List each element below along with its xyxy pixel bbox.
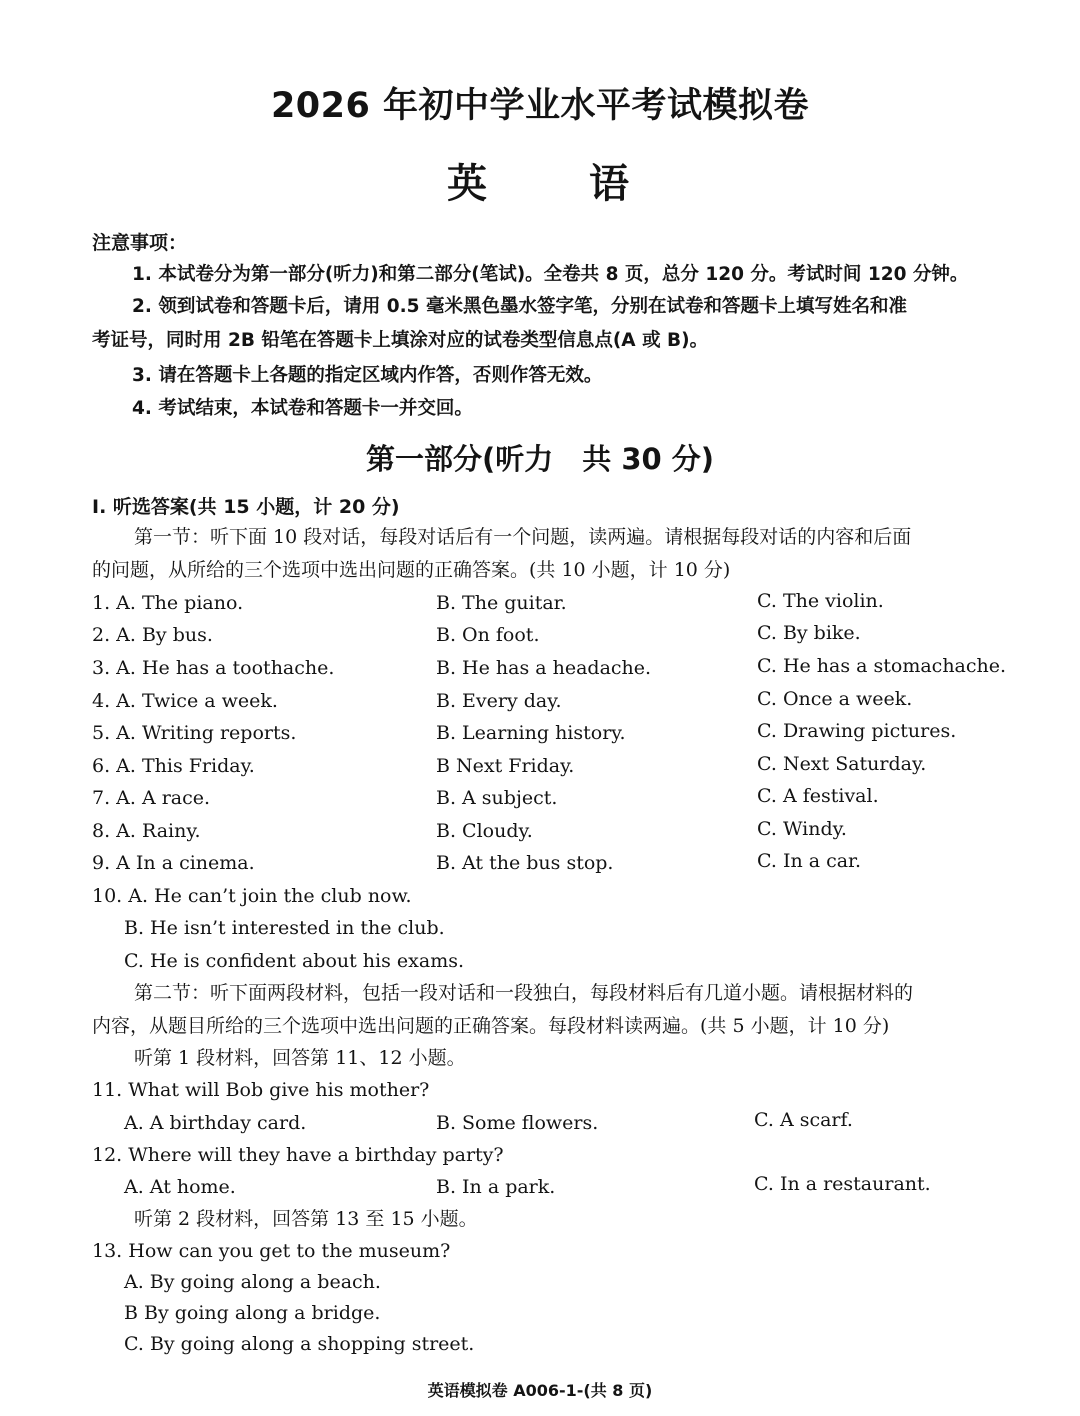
- q9-option-a: 9. A In a cinema.: [92, 852, 255, 874]
- subject-title: 英 语: [447, 161, 673, 207]
- q13-option-b: B By going along a bridge.: [124, 1302, 381, 1324]
- q13-option-c: C. By going along a shopping street.: [124, 1333, 475, 1355]
- q1-option-b: B. The guitar.: [436, 592, 567, 614]
- notice-item-2-line-2: 考证号，同时用 2B 铅笔在答题卡上填涂对应的试卷类型信息点(A 或 B)。: [92, 330, 709, 351]
- q13-stem: 13. How can you get to the museum?: [92, 1240, 451, 1262]
- q3-option-a: 3. A. He has a toothache.: [92, 657, 335, 679]
- q11-option-c: C. A scarf.: [754, 1109, 853, 1131]
- q8-option-a: 8. A. Rainy.: [92, 820, 201, 842]
- q3-option-b: B. He has a headache.: [436, 657, 652, 679]
- subsection-one-line-2: 的问题，从所给的三个选项中选出问题的正确答案。(共 10 小题，计 10 分): [92, 559, 731, 581]
- notice-item-1: 1. 本试卷分为第一部分(听力)和第二部分(笔试)。全卷共 8 页，总分 120 分。考试时间 120 分钟。: [132, 264, 969, 285]
- q6-option-a: 6. A. This Friday.: [92, 755, 255, 777]
- q10-option-a: 10. A. He can’t join the club now.: [92, 885, 412, 907]
- material-one-instruction: 听第 1 段材料，回答第 11、12 小题。: [134, 1047, 466, 1069]
- q2-option-c: C. By bike.: [757, 622, 861, 644]
- subsection-one-line-1: 第一节：听下面 10 段对话，每段对话后有一个问题，读两遍。请根据每段对话的内容和后面: [134, 526, 912, 548]
- exam-title: 2026 年初中学业水平考试模拟卷: [270, 86, 810, 126]
- q2-option-a: 2. A. By bus.: [92, 624, 213, 646]
- section-one-heading: Ⅰ. 听选答案(共 15 小题，计 20 分): [92, 496, 400, 518]
- q7-option-a: 7. A. A race.: [92, 787, 211, 809]
- q7-option-c: C. A festival.: [757, 785, 879, 807]
- q12-option-c: C. In a restaurant.: [754, 1173, 931, 1195]
- q12-stem: 12. Where will they have a birthday party?: [92, 1144, 504, 1166]
- q13-option-a: A. By going along a beach.: [124, 1271, 381, 1293]
- q5-option-c: C. Drawing pictures.: [757, 720, 957, 742]
- q12-option-a: A. At home.: [124, 1176, 236, 1198]
- q10-option-c: C. He is confident about his exams.: [124, 950, 465, 972]
- q9-option-b: B. At the bus stop.: [436, 852, 614, 874]
- q8-option-b: B. Cloudy.: [436, 820, 533, 842]
- q4-option-a: 4. A. Twice a week.: [92, 690, 278, 712]
- notice-heading: 注意事项：: [92, 232, 188, 254]
- q9-option-c: C. In a car.: [757, 850, 862, 872]
- part-one-title: 第一部分(听力 共 30 分): [365, 442, 715, 476]
- q12-option-b: B. In a park.: [436, 1176, 556, 1198]
- q11-stem: 11. What will Bob give his mother?: [92, 1079, 430, 1101]
- material-two-instruction: 听第 2 段材料，回答第 13 至 15 小题。: [134, 1208, 478, 1230]
- notice-item-3: 3. 请在答题卡上各题的指定区域内作答，否则作答无效。: [132, 365, 603, 386]
- notice-item-4: 4. 考试结束，本试卷和答题卡一并交回。: [132, 398, 473, 419]
- q10-option-b: B. He isn’t interested in the club.: [124, 917, 445, 939]
- subsection-two-line-2: 内容，从题目所给的三个选项中选出问题的正确答案。每段材料读两遍。(共 5 小题，计 10 分): [92, 1015, 890, 1037]
- notice-item-2-line-1: 2. 领到试卷和答题卡后，请用 0.5 毫米黑色墨水签字笔，分别在试卷和答题卡上填写姓名和准: [132, 296, 907, 317]
- q1-option-c: C. The violin.: [757, 590, 884, 612]
- q1-option-a: 1. A. The piano.: [92, 592, 244, 614]
- q3-option-c: C. He has a stomachache.: [757, 655, 1007, 677]
- q6-option-b: B Next Friday.: [436, 755, 575, 777]
- q4-option-c: C. Once a week.: [757, 688, 913, 710]
- q4-option-b: B. Every day.: [436, 690, 562, 712]
- q6-option-c: C. Next Saturday.: [757, 753, 927, 775]
- q5-option-a: 5. A. Writing reports.: [92, 722, 297, 744]
- q8-option-c: C. Windy.: [757, 818, 847, 840]
- q11-option-b: B. Some flowers.: [436, 1112, 599, 1134]
- subsection-two-line-1: 第二节：听下面两段材料，包括一段对话和一段独白，每段材料后有几道小题。请根据材料的: [134, 982, 914, 1004]
- q7-option-b: B. A subject.: [436, 787, 558, 809]
- q5-option-b: B. Learning history.: [436, 722, 626, 744]
- q2-option-b: B. On foot.: [436, 624, 540, 646]
- page-footer: 英语模拟卷 A006-1-(共 8 页): [427, 1381, 653, 1400]
- q11-option-a: A. A birthday card.: [124, 1112, 307, 1134]
